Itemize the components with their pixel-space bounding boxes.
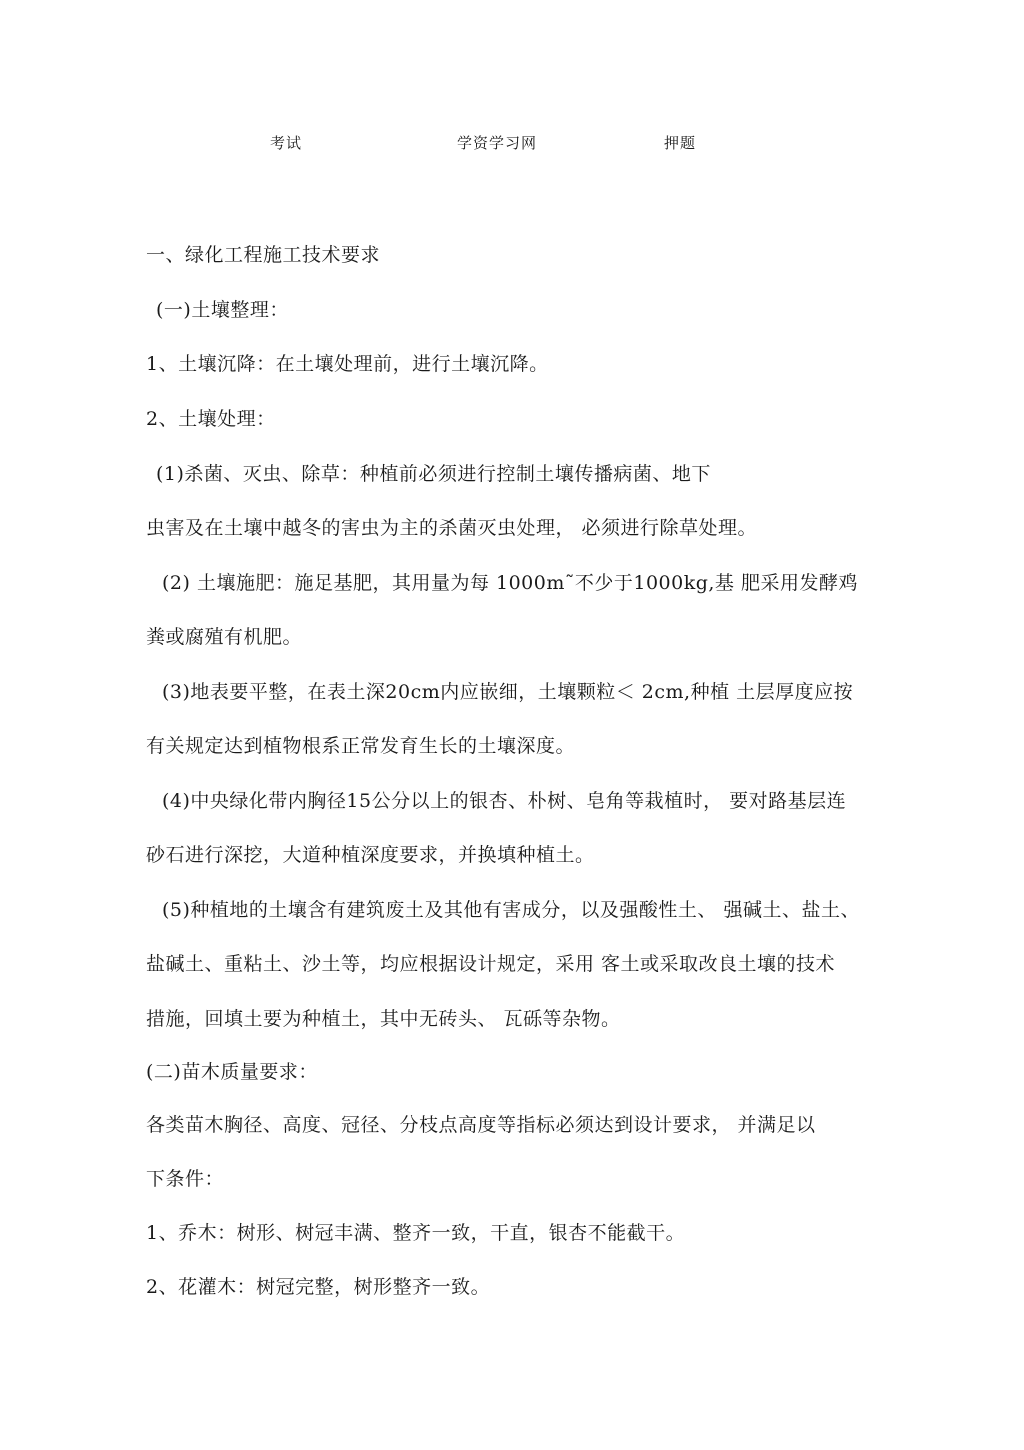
subsection-heading: (二)苗木质量要求： bbox=[146, 1061, 318, 1083]
header-left-text: 考试 bbox=[270, 134, 303, 152]
paragraph-line: 各类苗木胸径、高度、冠径、分枝点高度等指标必须达到设计要求， 并满足以 bbox=[146, 1114, 816, 1136]
paragraph-line: (1)杀菌、灭虫、除草：种植前必须进行控制土壤传播病菌、地下 bbox=[156, 463, 711, 485]
paragraph-line: 有关规定达到植物根系正常发育生长的土壤深度。 bbox=[146, 735, 576, 757]
paragraph-line: 2、花灌木：树冠完整，树形整齐一致。 bbox=[146, 1276, 491, 1298]
paragraph-line: 1、土壤沉降：在土壤处理前，进行土壤沉降。 bbox=[146, 353, 549, 375]
paragraph-line: 2、土壤处理： bbox=[146, 408, 276, 430]
paragraph-line: (4)中央绿化带内胸径15公分以上的银杏、朴树、皂角等栽植时， 要对路基层连 bbox=[162, 790, 847, 812]
paragraph-line: 砂石进行深挖，大道种植深度要求，并换填种植土。 bbox=[146, 844, 595, 866]
header-right-text: 押题 bbox=[664, 134, 697, 152]
section-heading: 一、绿化工程施工技术要求 bbox=[146, 244, 381, 266]
header-center-text: 学资学习网 bbox=[457, 134, 538, 152]
subsection-heading: (一)土壤整理： bbox=[156, 299, 289, 321]
paragraph-line: 粪或腐殖有机肥。 bbox=[146, 626, 303, 648]
paragraph-line: (2) 土壤施肥：施足基肥，其用量为每 1000m˜不少于1000kg,基 肥采用发酵鸡 bbox=[162, 572, 858, 594]
paragraph-line: 措施，回填土要为种植土，其中无砖头、 瓦砾等杂物。 bbox=[146, 1008, 621, 1030]
paragraph-line: 下条件： bbox=[146, 1168, 225, 1190]
paragraph-line: 盐碱土、重粘土、沙土等，均应根据设计规定，采用 客土或采取改良土壤的技术 bbox=[146, 953, 836, 975]
paragraph-line: (5)种植地的土壤含有建筑废土及其他有害成分，以及强酸性土、 强碱土、盐土、 bbox=[162, 899, 860, 921]
paragraph-line: 1、乔木：树形、树冠丰满、整齐一致，干直，银杏不能截干。 bbox=[146, 1222, 686, 1244]
paragraph-line: (3)地表要平整，在表土深20cm内应嵌细，土壤颗粒＜ 2cm,种植 土层厚度应按 bbox=[162, 681, 854, 703]
paragraph-line: 虫害及在土壤中越冬的害虫为主的杀菌灭虫处理， 必须进行除草处理。 bbox=[146, 517, 758, 539]
